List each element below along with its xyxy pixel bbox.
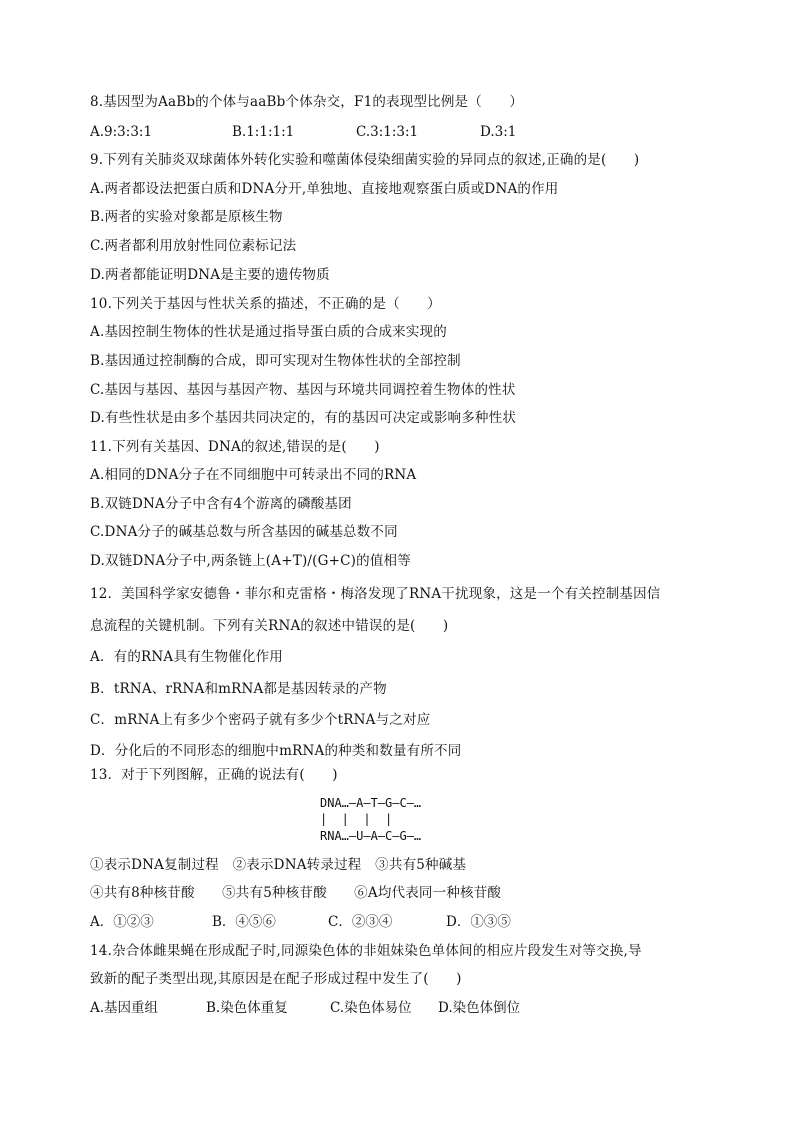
q11-option-d: D.双链DNA分子中,两条链上(A+T)/(G+C)的值相等 bbox=[90, 553, 411, 569]
q9-option-d: D.两者都能证明DNA是主要的遗传物质 bbox=[90, 267, 330, 283]
q8-option-c: C.3:1:3:1 bbox=[356, 124, 419, 140]
q14-option-c: C.染色体易位 bbox=[330, 1000, 412, 1016]
q11-option-b: B.双链DNA分子中含有4个游离的磷酸基团 bbox=[90, 496, 352, 512]
dna-strand-diagram-top: DNA…—A—T—G—C—… bbox=[320, 796, 422, 810]
q13-statements-row2: ④共有8种核苷酸 ⑤共有5种核苷酸 ⑥A均代表同一种核苷酸 bbox=[90, 885, 502, 901]
q10-option-c: C.基因与基因、基因与基因产物、基因与环境共同调控着生物体的性状 bbox=[90, 382, 516, 398]
q12-stem-line1: 12．美国科学家安德鲁・菲尔和克雷格・梅洛发现了RNA干扰现象，这是一个有关控制基因信 bbox=[90, 586, 661, 602]
q13-options bbox=[90, 913, 710, 931]
q13-option-c: C．②③④ bbox=[328, 914, 393, 930]
q13-option-d: D．①③⑤ bbox=[446, 914, 511, 930]
q8-option-a: A.9:3:3:1 bbox=[90, 124, 153, 140]
q11-option-a: A.相同的DNA分子在不同细胞中可转录出不同的RNA bbox=[90, 467, 417, 483]
q12-option-d: D．分化后的不同形态的细胞中mRNA的种类和数量有所不同 bbox=[90, 743, 462, 759]
q12-option-a: A．有的RNA具有生物催化作用 bbox=[90, 649, 283, 665]
q13-option-b: B．④⑤⑥ bbox=[212, 914, 276, 930]
q14-stem-line2: 致新的配子类型出现,其原因是在配子形成过程中发生了( ) bbox=[90, 971, 462, 987]
q13-option-a: A．①②③ bbox=[90, 914, 154, 930]
q10-stem: 10.下列关于基因与性状关系的描述，不正确的是（ ） bbox=[90, 296, 441, 312]
q10-option-b: B.基因通过控制酶的合成，即可实现对生物体性状的全部控制 bbox=[90, 353, 461, 369]
q13-stem: 13．对于下列图解，正确的说法有( ) bbox=[90, 767, 338, 783]
rna-strand-diagram-bottom: RNA…—U—A—C—G—… bbox=[320, 829, 422, 843]
q12-stem-line2: 息流程的关键机制。下列有关RNA的叙述中错误的是( ) bbox=[90, 618, 449, 634]
q14-stem-line1: 14.杂合体雌果蝇在形成配子时,同源染色体的非姐妹染色单体间的相应片段发生对等交换,导 bbox=[90, 943, 642, 959]
q8-option-b: B.1:1:1:1 bbox=[232, 124, 295, 140]
q10-option-d: D.有些性状是由多个基因共同决定的，有的基因可决定或影响多种性状 bbox=[90, 410, 517, 426]
q11-option-c: C.DNA分子的碱基总数与所含基因的碱基总数不同 bbox=[90, 524, 398, 540]
q8-stem: 8.基因型为AaBb的个体与aaBb个体杂交，F1的表现型比例是（ ） bbox=[90, 94, 524, 110]
q10-option-a: A.基因控制生物体的性状是通过指导蛋白质的合成来实现的 bbox=[90, 324, 447, 340]
q14-option-a: A.基因重组 bbox=[90, 1000, 159, 1016]
q14-option-d: D.染色体倒位 bbox=[438, 1000, 521, 1016]
q8-option-d: D.3:1 bbox=[480, 124, 517, 140]
q12-option-c: C．mRNA上有多少个密码子就有多少个tRNA与之对应 bbox=[90, 712, 431, 728]
q11-stem: 11.下列有关基因、DNA的叙述,错误的是( ) bbox=[90, 439, 380, 455]
q9-option-b: B.两者的实验对象都是原核生物 bbox=[90, 209, 283, 225]
q9-option-a: A.两者都设法把蛋白质和DNA分开,单独地、直接地观察蛋白质或DNA的作用 bbox=[90, 181, 559, 197]
q13-statements-row1: ①表示DNA复制过程 ②表示DNA转录过程 ③共有5种碱基 bbox=[90, 857, 467, 873]
dna-pairing-bonds: | | | | bbox=[320, 812, 393, 826]
q9-stem: 9.下列有关肺炎双球菌体外转化实验和噬菌体侵染细菌实验的异同点的叙述,正确的是( ) bbox=[90, 152, 640, 168]
q9-option-c: C.两者都利用放射性同位素标记法 bbox=[90, 238, 297, 254]
q8-options bbox=[90, 123, 710, 141]
q14-option-b: B.染色体重复 bbox=[206, 1000, 288, 1016]
q14-options bbox=[90, 999, 710, 1017]
q12-option-b: B．tRNA、rRNA和mRNA都是基因转录的产物 bbox=[90, 681, 387, 697]
